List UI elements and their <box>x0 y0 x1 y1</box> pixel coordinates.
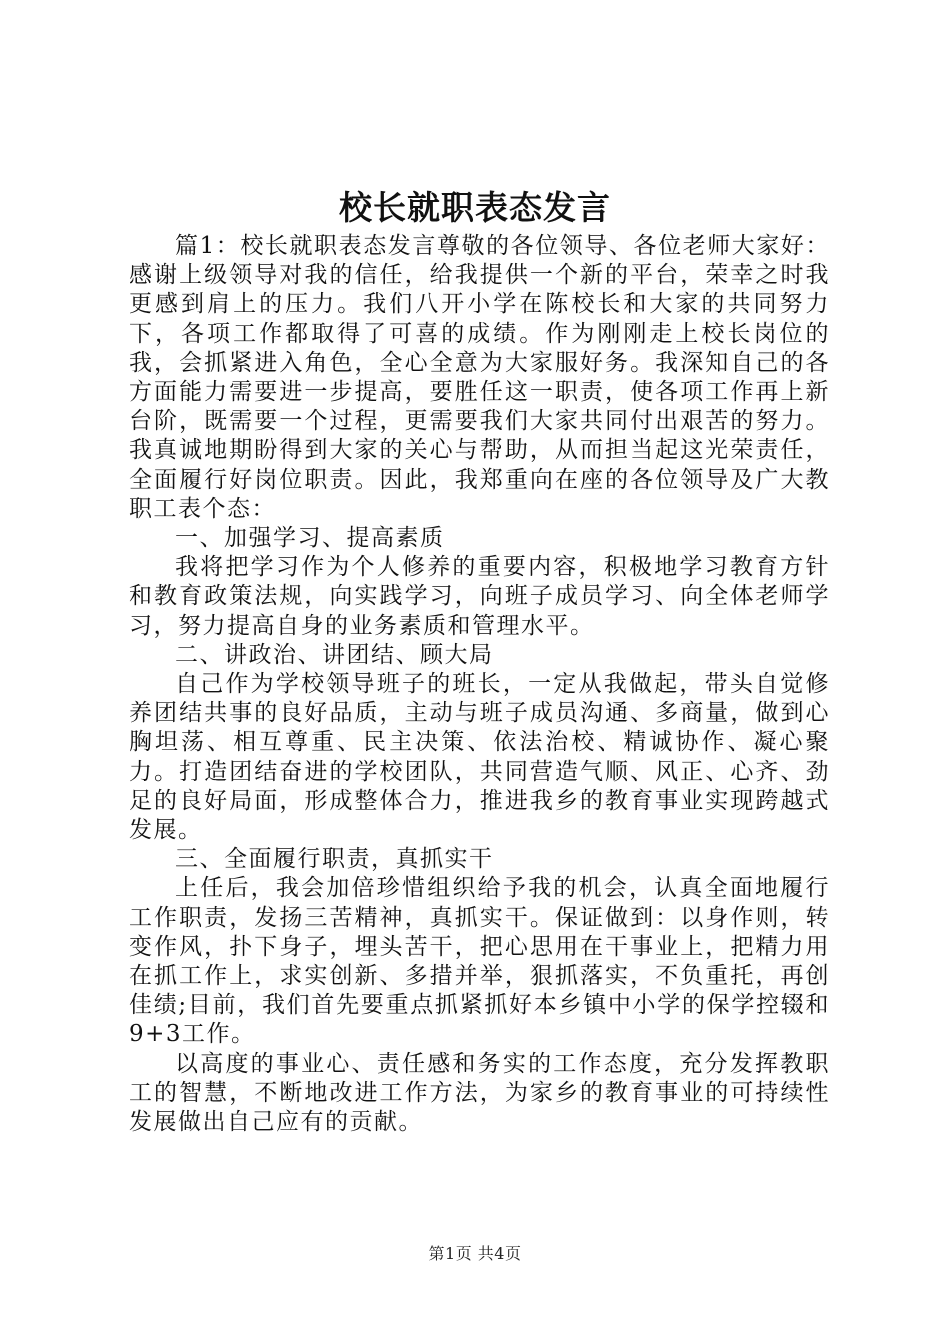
closing-paragraph: 以高度的事业心、责任感和务实的工作态度，充分发挥教职工的智慧，不断地改进工作方法，为家乡的教育事业的可持续性发展做出自己应有的贡献。 <box>129 1050 830 1136</box>
section-heading-2: 二、讲政治、讲团结、顾大局 <box>175 641 494 668</box>
section-heading-3: 三、全面履行职责，真抓实干 <box>175 846 494 873</box>
page-number-footer: 第1页 共4页 <box>428 1244 522 1263</box>
section-3-paragraph: 上任后，我会加倍珍惜组织给予我的机会，认真全面地履行工作职责，发扬三苦精神，真抓实干。保证做到：以身作则，转变作风，扑下身子，埋头苦干，把心思用在干事业上，把精力用在抓工作上，求实创新、多措并举，狠抓落实，不负重托，再创佳绩;目前，我们首先要重点抓紧抓好本乡镇中小学的保学控辍和9+3工作。 <box>129 875 830 1048</box>
section-heading-1: 一、加强学习、提高素质 <box>175 525 445 552</box>
document-body <box>129 232 830 1137</box>
intro-paragraph: 篇1：校长就职表态发言尊敬的各位领导、各位老师大家好：感谢上级领导对我的信任，给我提供一个新的平台，荣幸之时我更感到肩上的压力。我们八开小学在陈校长和大家的共同努力下，各项工作都取得了可喜的成绩。作为刚刚走上校长岗位的我，会抓紧进入角色，全心全意为大家服好务。我深知自己的各方面能力需要进一步提高，要胜任这一职责，使各项工作再上新台阶，既需要一个过程，更需要我们大家共同付出艰苦的努力。我真诚地期盼得到大家的关心与帮助，从而担当起这光荣责任，全面履行好岗位职责。因此，我郑重向在座的各位领导及广大教职工表个态： <box>129 233 830 522</box>
document-title: 校长就职表态发言 <box>339 188 611 227</box>
section-1-paragraph: 我将把学习作为个人修养的重要内容，积极地学习教育方针和教育政策法规，向实践学习，向班子成员学习、向全体老师学习，努力提高自身的业务素质和管理水平。 <box>129 554 830 639</box>
section-2-paragraph: 自己作为学校领导班子的班长，一定从我做起，带头自觉修养团结共事的良好品质，主动与班子成员沟通、多商量，做到心胸坦荡、相互尊重、民主决策、依法治校、精诚协作、凝心聚力。打造团结奋进的学校团队，共同营造气顺、风正、心齐、劲足的良好局面，形成整体合力，推进我乡的教育事业实现跨越式发展。 <box>129 671 830 844</box>
